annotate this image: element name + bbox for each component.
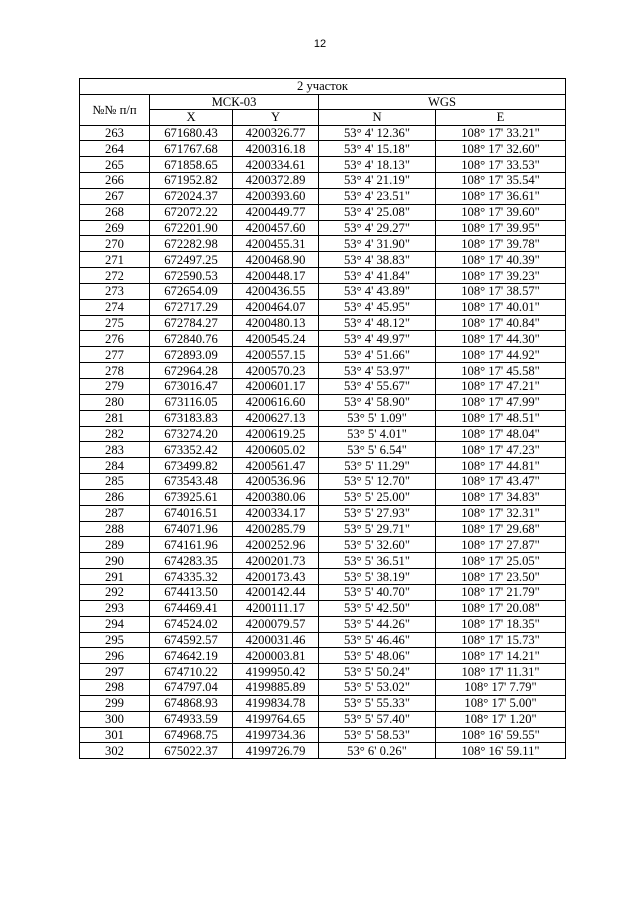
table-row bbox=[80, 125, 566, 141]
coordinates-table bbox=[79, 78, 566, 759]
y-cell: 4200173.43 bbox=[233, 569, 319, 585]
y-cell: 4200536.96 bbox=[233, 474, 319, 490]
e-cell: 108° 17' 36.61" bbox=[436, 188, 566, 204]
table-row bbox=[80, 711, 566, 727]
y-cell: 4200455.31 bbox=[233, 236, 319, 252]
n-cell: 53° 5' 40.70" bbox=[319, 584, 436, 600]
page-number: 12 bbox=[313, 38, 327, 50]
x-cell: 674413.50 bbox=[150, 584, 233, 600]
point-number-cell: 280 bbox=[80, 394, 150, 410]
point-number-cell: 277 bbox=[80, 347, 150, 363]
n-cell: 53° 4' 58.90" bbox=[319, 394, 436, 410]
table-row bbox=[80, 616, 566, 632]
table-row bbox=[80, 299, 566, 315]
e-cell: 108° 17' 29.68" bbox=[436, 521, 566, 537]
point-number-cell: 294 bbox=[80, 616, 150, 632]
y-cell: 4200372.89 bbox=[233, 173, 319, 189]
x-cell: 674469.41 bbox=[150, 600, 233, 616]
x-cell: 673499.82 bbox=[150, 458, 233, 474]
table-row bbox=[80, 537, 566, 553]
x-cell: 673543.48 bbox=[150, 474, 233, 490]
e-cell: 108° 17' 40.01" bbox=[436, 299, 566, 315]
table-row bbox=[80, 727, 566, 743]
n-cell: 53° 4' 48.12" bbox=[319, 315, 436, 331]
point-number-cell: 276 bbox=[80, 331, 150, 347]
e-cell: 108° 17' 1.20" bbox=[436, 711, 566, 727]
y-cell: 4199764.65 bbox=[233, 711, 319, 727]
x-cell: 673274.20 bbox=[150, 426, 233, 442]
n-cell: 53° 4' 53.97" bbox=[319, 363, 436, 379]
n-cell: 53° 4' 12.36" bbox=[319, 125, 436, 141]
point-number-cell: 284 bbox=[80, 458, 150, 474]
y-cell: 4199726.79 bbox=[233, 743, 319, 759]
x-cell: 672784.27 bbox=[150, 315, 233, 331]
n-cell: 53° 5' 27.93" bbox=[319, 505, 436, 521]
e-cell: 108° 16' 59.55" bbox=[436, 727, 566, 743]
y-cell: 4200436.55 bbox=[233, 283, 319, 299]
coordinates-table-body bbox=[80, 79, 566, 759]
y-cell: 4200480.13 bbox=[233, 315, 319, 331]
x-cell: 671680.43 bbox=[150, 125, 233, 141]
e-cell: 108° 17' 47.23" bbox=[436, 442, 566, 458]
x-cell: 672497.25 bbox=[150, 252, 233, 268]
e-cell: 108° 17' 32.31" bbox=[436, 505, 566, 521]
point-number-cell: 270 bbox=[80, 236, 150, 252]
table-row bbox=[80, 648, 566, 664]
x-cell: 671767.68 bbox=[150, 141, 233, 157]
table-row bbox=[80, 331, 566, 347]
table-row bbox=[80, 268, 566, 284]
x-cell: 674933.59 bbox=[150, 711, 233, 727]
table-row bbox=[80, 220, 566, 236]
point-number-cell: 279 bbox=[80, 379, 150, 395]
table-row bbox=[80, 474, 566, 490]
point-number-cell: 298 bbox=[80, 680, 150, 696]
table-row bbox=[80, 315, 566, 331]
table-row bbox=[80, 680, 566, 696]
table-row bbox=[80, 347, 566, 363]
x-cell: 674797.04 bbox=[150, 680, 233, 696]
e-cell: 108° 17' 39.23" bbox=[436, 268, 566, 284]
table-row bbox=[80, 489, 566, 505]
e-cell: 108° 17' 21.79" bbox=[436, 584, 566, 600]
n-cell: 53° 4' 21.19" bbox=[319, 173, 436, 189]
table-row bbox=[80, 379, 566, 395]
y-cell: 4200393.60 bbox=[233, 188, 319, 204]
point-number-cell: 289 bbox=[80, 537, 150, 553]
table-row bbox=[80, 236, 566, 252]
table-row bbox=[80, 743, 566, 759]
x-cell: 672840.76 bbox=[150, 331, 233, 347]
n-column-header: N bbox=[319, 110, 436, 126]
table-row bbox=[80, 553, 566, 569]
n-cell: 53° 4' 31.90" bbox=[319, 236, 436, 252]
point-number-cell: 287 bbox=[80, 505, 150, 521]
point-number-cell: 274 bbox=[80, 299, 150, 315]
table-row bbox=[80, 458, 566, 474]
e-cell: 108° 17' 48.51" bbox=[436, 410, 566, 426]
e-cell: 108° 17' 11.31" bbox=[436, 664, 566, 680]
table-row bbox=[80, 141, 566, 157]
point-number-cell: 296 bbox=[80, 648, 150, 664]
point-number-cell: 292 bbox=[80, 584, 150, 600]
wgs-group-header: WGS bbox=[319, 94, 566, 110]
x-cell: 672590.53 bbox=[150, 268, 233, 284]
y-cell: 4200627.13 bbox=[233, 410, 319, 426]
e-cell: 108° 17' 47.21" bbox=[436, 379, 566, 395]
x-cell: 673183.83 bbox=[150, 410, 233, 426]
point-number-cell: 297 bbox=[80, 664, 150, 680]
x-column-header: X bbox=[150, 110, 233, 126]
x-cell: 672654.09 bbox=[150, 283, 233, 299]
table-row bbox=[80, 394, 566, 410]
n-cell: 53° 4' 38.83" bbox=[319, 252, 436, 268]
y-cell: 4200201.73 bbox=[233, 553, 319, 569]
x-cell: 674161.96 bbox=[150, 537, 233, 553]
y-cell: 4200380.06 bbox=[233, 489, 319, 505]
n-cell: 53° 4' 29.27" bbox=[319, 220, 436, 236]
y-column-header: Y bbox=[233, 110, 319, 126]
n-cell: 53° 5' 48.06" bbox=[319, 648, 436, 664]
y-cell: 4200142.44 bbox=[233, 584, 319, 600]
y-cell: 4200605.02 bbox=[233, 442, 319, 458]
x-cell: 673352.42 bbox=[150, 442, 233, 458]
e-cell: 108° 17' 33.21" bbox=[436, 125, 566, 141]
n-cell: 53° 5' 11.29" bbox=[319, 458, 436, 474]
table-row bbox=[80, 426, 566, 442]
e-cell: 108° 17' 15.73" bbox=[436, 632, 566, 648]
e-cell: 108° 17' 39.60" bbox=[436, 204, 566, 220]
e-cell: 108° 17' 38.57" bbox=[436, 283, 566, 299]
x-cell: 674968.75 bbox=[150, 727, 233, 743]
y-cell: 4200464.07 bbox=[233, 299, 319, 315]
n-cell: 53° 5' 57.40" bbox=[319, 711, 436, 727]
table-row bbox=[80, 252, 566, 268]
table-row bbox=[80, 363, 566, 379]
table-row bbox=[80, 695, 566, 711]
x-cell: 674710.22 bbox=[150, 664, 233, 680]
n-cell: 53° 4' 51.66" bbox=[319, 347, 436, 363]
point-number-cell: 286 bbox=[80, 489, 150, 505]
e-cell: 108° 17' 35.54" bbox=[436, 173, 566, 189]
e-cell: 108° 17' 34.83" bbox=[436, 489, 566, 505]
e-cell: 108° 17' 44.81" bbox=[436, 458, 566, 474]
table-row bbox=[80, 600, 566, 616]
x-cell: 674071.96 bbox=[150, 521, 233, 537]
point-number-cell: 301 bbox=[80, 727, 150, 743]
y-cell: 4200468.90 bbox=[233, 252, 319, 268]
y-cell: 4200601.17 bbox=[233, 379, 319, 395]
n-cell: 53° 6' 0.26" bbox=[319, 743, 436, 759]
point-number-cell: 273 bbox=[80, 283, 150, 299]
point-number-cell: 263 bbox=[80, 125, 150, 141]
point-number-cell: 288 bbox=[80, 521, 150, 537]
y-cell: 4200449.77 bbox=[233, 204, 319, 220]
e-cell: 108° 17' 27.87" bbox=[436, 537, 566, 553]
e-cell: 108° 17' 20.08" bbox=[436, 600, 566, 616]
n-cell: 53° 5' 42.50" bbox=[319, 600, 436, 616]
point-number-cell: 268 bbox=[80, 204, 150, 220]
y-cell: 4200457.60 bbox=[233, 220, 319, 236]
n-cell: 53° 4' 41.84" bbox=[319, 268, 436, 284]
point-number-cell: 275 bbox=[80, 315, 150, 331]
column-header-row bbox=[80, 110, 566, 126]
x-cell: 672282.98 bbox=[150, 236, 233, 252]
n-cell: 53° 4' 49.97" bbox=[319, 331, 436, 347]
table-row bbox=[80, 664, 566, 680]
n-cell: 53° 5' 36.51" bbox=[319, 553, 436, 569]
point-number-cell: 281 bbox=[80, 410, 150, 426]
e-cell: 108° 17' 5.00" bbox=[436, 695, 566, 711]
x-cell: 672964.28 bbox=[150, 363, 233, 379]
table-row bbox=[80, 632, 566, 648]
n-cell: 53° 5' 12.70" bbox=[319, 474, 436, 490]
table-row bbox=[80, 521, 566, 537]
y-cell: 4199885.89 bbox=[233, 680, 319, 696]
point-number-cell: 283 bbox=[80, 442, 150, 458]
point-number-cell: 272 bbox=[80, 268, 150, 284]
point-number-cell: 291 bbox=[80, 569, 150, 585]
point-number-cell: 264 bbox=[80, 141, 150, 157]
y-cell: 4200003.81 bbox=[233, 648, 319, 664]
n-cell: 53° 5' 32.60" bbox=[319, 537, 436, 553]
e-cell: 108° 17' 47.99" bbox=[436, 394, 566, 410]
e-cell: 108° 17' 44.92" bbox=[436, 347, 566, 363]
e-cell: 108° 17' 32.60" bbox=[436, 141, 566, 157]
e-cell: 108° 17' 18.35" bbox=[436, 616, 566, 632]
msk-group-header: МСК-03 bbox=[150, 94, 319, 110]
n-cell: 53° 4' 18.13" bbox=[319, 157, 436, 173]
y-cell: 4200079.57 bbox=[233, 616, 319, 632]
point-number-cell: 269 bbox=[80, 220, 150, 236]
point-number-cell: 285 bbox=[80, 474, 150, 490]
y-cell: 4200570.23 bbox=[233, 363, 319, 379]
y-cell: 4199734.36 bbox=[233, 727, 319, 743]
x-cell: 672201.90 bbox=[150, 220, 233, 236]
n-cell: 53° 4' 25.08" bbox=[319, 204, 436, 220]
point-number-cell: 282 bbox=[80, 426, 150, 442]
e-cell: 108° 17' 7.79" bbox=[436, 680, 566, 696]
e-cell: 108° 17' 44.30" bbox=[436, 331, 566, 347]
x-cell: 672717.29 bbox=[150, 299, 233, 315]
table-row bbox=[80, 173, 566, 189]
n-cell: 53° 5' 29.71" bbox=[319, 521, 436, 537]
e-cell: 108° 17' 40.39" bbox=[436, 252, 566, 268]
n-cell: 53° 4' 55.67" bbox=[319, 379, 436, 395]
n-cell: 53° 5' 1.09" bbox=[319, 410, 436, 426]
y-cell: 4200448.17 bbox=[233, 268, 319, 284]
y-cell: 4200031.46 bbox=[233, 632, 319, 648]
n-cell: 53° 5' 55.33" bbox=[319, 695, 436, 711]
y-cell: 4200326.77 bbox=[233, 125, 319, 141]
e-cell: 108° 17' 25.05" bbox=[436, 553, 566, 569]
x-cell: 674524.02 bbox=[150, 616, 233, 632]
n-cell: 53° 5' 58.53" bbox=[319, 727, 436, 743]
point-number-cell: 302 bbox=[80, 743, 150, 759]
table-row bbox=[80, 584, 566, 600]
point-number-cell: 265 bbox=[80, 157, 150, 173]
x-cell: 673116.05 bbox=[150, 394, 233, 410]
n-cell: 53° 5' 50.24" bbox=[319, 664, 436, 680]
table-row bbox=[80, 442, 566, 458]
y-cell: 4200285.79 bbox=[233, 521, 319, 537]
y-cell: 4199834.78 bbox=[233, 695, 319, 711]
e-cell: 108° 17' 40.84" bbox=[436, 315, 566, 331]
y-cell: 4200316.18 bbox=[233, 141, 319, 157]
x-cell: 674016.51 bbox=[150, 505, 233, 521]
e-cell: 108° 16' 59.11" bbox=[436, 743, 566, 759]
point-number-cell: 267 bbox=[80, 188, 150, 204]
point-number-cell: 300 bbox=[80, 711, 150, 727]
e-column-header: E bbox=[436, 110, 566, 126]
x-cell: 672024.37 bbox=[150, 188, 233, 204]
x-cell: 674642.19 bbox=[150, 648, 233, 664]
point-number-cell: 290 bbox=[80, 553, 150, 569]
x-cell: 674283.35 bbox=[150, 553, 233, 569]
table-row bbox=[80, 410, 566, 426]
point-number-cell: 295 bbox=[80, 632, 150, 648]
table-row bbox=[80, 188, 566, 204]
x-cell: 672072.22 bbox=[150, 204, 233, 220]
point-number-cell: 266 bbox=[80, 173, 150, 189]
y-cell: 4200252.96 bbox=[233, 537, 319, 553]
point-number-cell: 278 bbox=[80, 363, 150, 379]
y-cell: 4200334.61 bbox=[233, 157, 319, 173]
table-row bbox=[80, 505, 566, 521]
n-cell: 53° 5' 44.26" bbox=[319, 616, 436, 632]
e-cell: 108° 17' 39.95" bbox=[436, 220, 566, 236]
y-cell: 4200619.25 bbox=[233, 426, 319, 442]
table-row bbox=[80, 569, 566, 585]
n-cell: 53° 5' 53.02" bbox=[319, 680, 436, 696]
y-cell: 4200334.17 bbox=[233, 505, 319, 521]
x-cell: 674868.93 bbox=[150, 695, 233, 711]
e-cell: 108° 17' 45.58" bbox=[436, 363, 566, 379]
section-title: 2 участок bbox=[80, 79, 566, 95]
e-cell: 108° 17' 48.04" bbox=[436, 426, 566, 442]
x-cell: 671952.82 bbox=[150, 173, 233, 189]
e-cell: 108° 17' 23.50" bbox=[436, 569, 566, 585]
n-cell: 53° 5' 4.01" bbox=[319, 426, 436, 442]
point-number-cell: 299 bbox=[80, 695, 150, 711]
x-cell: 675022.37 bbox=[150, 743, 233, 759]
e-cell: 108° 17' 14.21" bbox=[436, 648, 566, 664]
n-cell: 53° 4' 45.95" bbox=[319, 299, 436, 315]
n-cell: 53° 5' 6.54" bbox=[319, 442, 436, 458]
n-cell: 53° 5' 38.19" bbox=[319, 569, 436, 585]
n-cell: 53° 5' 25.00" bbox=[319, 489, 436, 505]
x-cell: 672893.09 bbox=[150, 347, 233, 363]
x-cell: 674592.57 bbox=[150, 632, 233, 648]
n-cell: 53° 4' 23.51" bbox=[319, 188, 436, 204]
n-cell: 53° 4' 15.18" bbox=[319, 141, 436, 157]
x-cell: 674335.32 bbox=[150, 569, 233, 585]
number-column-header: №№ п/п bbox=[80, 94, 150, 125]
e-cell: 108° 17' 33.53" bbox=[436, 157, 566, 173]
x-cell: 671858.65 bbox=[150, 157, 233, 173]
y-cell: 4200561.47 bbox=[233, 458, 319, 474]
point-number-cell: 271 bbox=[80, 252, 150, 268]
section-title-row bbox=[80, 79, 566, 95]
x-cell: 673925.61 bbox=[150, 489, 233, 505]
y-cell: 4200616.60 bbox=[233, 394, 319, 410]
e-cell: 108° 17' 39.78" bbox=[436, 236, 566, 252]
group-header-row bbox=[80, 94, 566, 110]
y-cell: 4200557.15 bbox=[233, 347, 319, 363]
table-row bbox=[80, 283, 566, 299]
n-cell: 53° 5' 46.46" bbox=[319, 632, 436, 648]
e-cell: 108° 17' 43.47" bbox=[436, 474, 566, 490]
x-cell: 673016.47 bbox=[150, 379, 233, 395]
table-row bbox=[80, 157, 566, 173]
y-cell: 4200111.17 bbox=[233, 600, 319, 616]
n-cell: 53° 4' 43.89" bbox=[319, 283, 436, 299]
y-cell: 4199950.42 bbox=[233, 664, 319, 680]
point-number-cell: 293 bbox=[80, 600, 150, 616]
y-cell: 4200545.24 bbox=[233, 331, 319, 347]
table-row bbox=[80, 204, 566, 220]
